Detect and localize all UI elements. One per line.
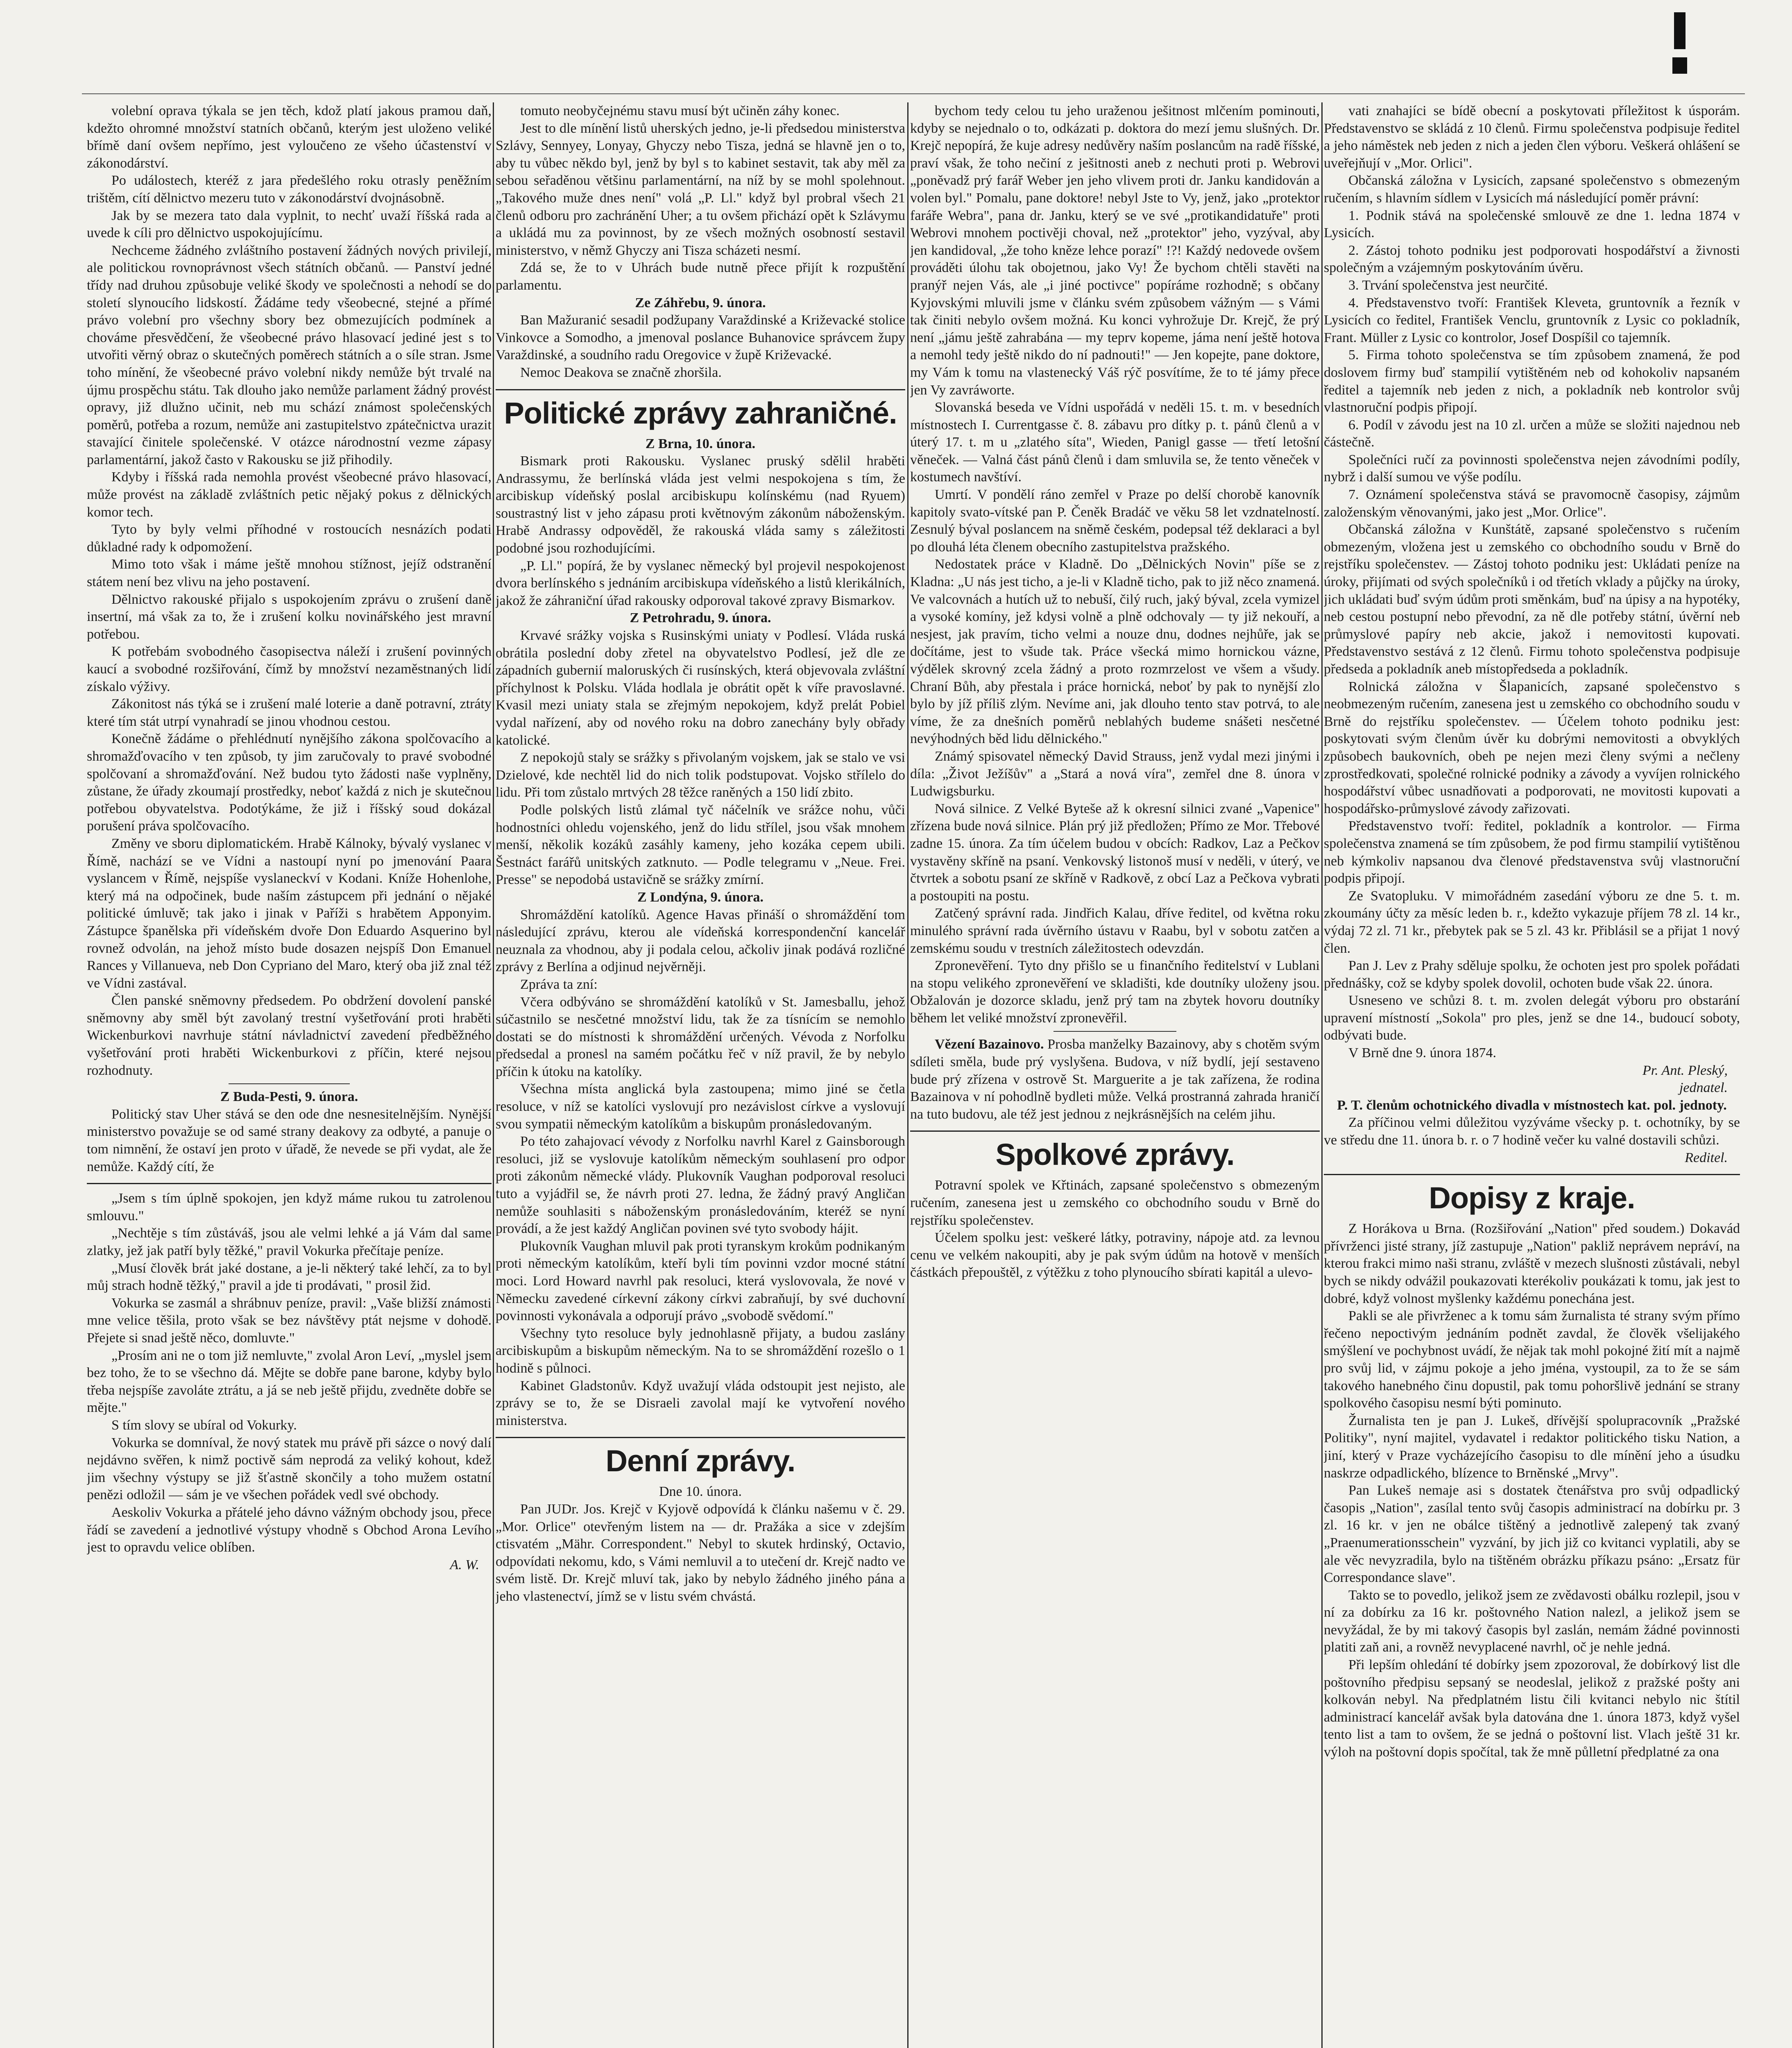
article-body: Prosba manželky Bazainovy, aby s chotěm svým sdíleti směla, bude prý vyslyšena. Budova, v níž bydlí, její sestaveno bude prý zřízena v ostrově St. Marguerite a je tak zařízena, že rodina Bazainova v ní pohodlně bydleti může. Velká prostranná zahrada hraničí na tuto budovu, ale též jest jednou z nejkrásnějších na celém jihu.: [910, 1037, 1320, 1122]
list-item: 1. Podnik stává na společenské smlouvě ze dne 1. ledna 1874 v Lysicích.: [1324, 208, 1740, 241]
article-paragraph: Kabinet Gladstonův. Když uvažují vláda odstoupit jest nejisto, ale zprávy se to, že se Disraeli zavolal mají ke vytvoření nového ministerstva.: [496, 1378, 905, 1428]
article-title: Vězení Bazainovo.: [935, 1037, 1044, 1052]
article-paragraph: Pakli se ale přivrženec a k tomu sám žurnalista té strany svým přímo řečeno nepoctivým jednáním podnět zavdal, že člověk všelijakého smýšlení ve pochybnost uvádí, že nějak tak mohl pokojné žití mít a najmě pro svůj lid, v zájmu pokoje a jeho jména, vystoupil, za to že se sám takového hanebného činu dopustil, pak tomu pohoršlivě jednání se strany spolkového časopisu nesmí býti pominuto.: [1324, 1308, 1740, 1411]
article-paragraph: Nedostatek práce v Kladně. Do „Dělnických Novin" píše se z Kladna: „U nás jest ticho, a je-li v Kladně ticho, pak to již něco znamená. Ve valcovnách a hutích už to nebuší, čilý ruch, jaký býval, zcela vymizel a vysoké komíny, jež kdysi volně a plně odchovaly — ty již nekouří, a nesjest, jak pravím, ticho velmi a nouze dnu, dodnes nejhůře, jak se dočítáme, jest to všude tak. Práce všecká mimo hornickou vázne, výdělek skrovný zcela žádný a proto rozmrzelost ve všem a všudy. Chraní Bůh, aby přestala i práce hornická, neboť by pak to nynější zlo bylo by jíž příliš zlým. Nevíme ani, jak dlouho tento stav potrvá, to ale víme, že za dnešních poměrů neblahých budeme snášeti nesčetné nevýhodných běd lidu dělnického.": [910, 557, 1320, 747]
article-paragraph: Krvavé srážky vojska s Rusinskými uniaty v Podlesí. Vláda ruská obrátila poslední doby zřetel na obyvatelstvo Podlesí, jež dle ze západních gubernií maloruských či rusínských, která objevovala zvláštní příchylnost k Polsku. Vláda hodlala je obrátit opět k víře pravoslavné. Kvasil mezi uniaty stala se zřejmým nepokojem, když prelát Pobiel vydal nařízení, aby od nového roku na dobro zanechány byly obřady katolické.: [496, 628, 905, 748]
list-item: 4. Představenstvo tvoří: František Kleveta, gruntovník a řezník v Lysicích co ředitel, František Venclu, gruntovník z Lysic co pokladník, Frant. Müller z Lysic co kontrolor, Josef Dospíšil co tajemník.: [1324, 295, 1740, 345]
dateline: Ze Záhřebu, 9. února.: [635, 295, 766, 310]
feuilleton-paragraph: Vokurka se domníval, že nový statek mu právě při sázce o nový dalí nejdávno svěřen, k nimž poctivě sám neprodá za veliký kohout, kdež jim všechny výstupy se již šťastně skončily a toho mužem ostatní penězi odložil — sám je ve všechen pořádek vedl své obchody.: [87, 1435, 492, 1503]
article-paragraph: Z Horákova u Brna. (Rozšiřování „Nation" před soudem.) Dokavád přívrženci jisté strany, jíž zastupuje „Nation" pakliž neprávem nepráví, na kterou frakci mimo naši stranu, zvláště v mezech slušnosti zůstávali, nebyl bych se nikdy odvážil poukazovati kterékoliv poukázati k tomu, jak jest to dobré, když volnost myšlenky každému ponechána jest.: [1324, 1221, 1740, 1306]
article-paragraph: Pan JUDr. Jos. Krejč v Kyjově odpovídá k článku našemu v č. 29. „Mor. Orlice" otevřeným listem na — dr. Pražáka a sice v zdejším ctisvatém „Mähr. Correspondent." Nebyl to skutek hrdinský, Octavio, odpovídati nekomu, kdo, s Vámi nemluvil a to utečení dr. Krejč nadto ve svém listě. Dr. Krejč mluví tak, jako by nebylo žádného jiného pána a jeho vlastenectví, jímž se v listu svém chvástá.: [496, 1501, 905, 1604]
dateline: Z Londýna, 9. února.: [637, 889, 763, 905]
article-paragraph: Známý spisovatel německý David Strauss, jenž vydal mezi jinými i díla: „Život Ježíšův" a „Stará a nová víra", zemřel dne 8. února v Ludwigsburku.: [910, 748, 1320, 799]
column-rule: [907, 102, 908, 2048]
divider: [1053, 1031, 1176, 1032]
column-rule: [1321, 102, 1323, 2048]
article-paragraph: Zatčený správní rada. Jindřich Kalau, dříve ředitel, od května roku minulého správní rada úvěrního ústavu v Raabu, byl v sobotu zatčen a zemskému soudu v trestních záležitostech odevzdán.: [910, 906, 1320, 956]
dateline: Z Brna, 10. února.: [645, 436, 756, 451]
column-3: [910, 102, 1320, 2048]
article-paragraph: Představenstvo tvoří: ředitel, pokladník a kontrolor. — Firma společenstva znamená se tím způsobem, že pod firmu stampilií vytištěnou neb kýmkoliv napsanou dva členové představenstva svůj vlastnoruční podpis připojí.: [1324, 818, 1740, 886]
dateline: Dne 10. února.: [659, 1484, 742, 1500]
article-paragraph: Žurnalista ten je pan J. Lukeš, dřívější spolupracovník „Pražské Politiky", nyní majitel, vydavatel i redaktor politického tisku Nation, a jiní, který v Praze vycházejícího časopisu to dle mínění jeho a úsudku naskrze odpadlického, blízence to Brněnské „Mrvy".: [1324, 1413, 1740, 1481]
article-paragraph: Zpronevěření. Tyto dny přišlo se u finančního ředitelství v Lublani na stopu velikého zpronevěření ve skladišti, kde doutníky uloženy jsou. Obžalován je dozorce skladu, jenž prý tam na zbytek hovoru doutníky během let veliké množství zpronevěřil.: [910, 958, 1320, 1026]
article-paragraph: Jak by se mezera tato dala vyplnit, to nechť uvaží říšská rada a uvede k cíli pro dělnictvo uspokojujícímu.: [87, 208, 492, 241]
article-paragraph: Konečně žádáme o přehlédnutí nynějšího zákona spolčovacího a shromažďovacího v ten způsob, ty jim zaručovaly to pravé svobodné spolčovaní a shromažďování. Než budou tyto žádosti naše vyplněny, zůstane, že úřady zkoumají prostředky, neboť každá z nich je skutečnou potřebou obyvatelstva. Podotýkáme, že již i říšský soud dokázal porušení práva spolčovacího.: [87, 731, 492, 834]
section-divider: [496, 1437, 905, 1438]
article-paragraph: Zákonitost nás týká se i zrušení malé loterie a daně potravní, ztráty které tím stát utrpí vynahradí se jinou vhodnou cestou.: [87, 696, 492, 729]
article-paragraph: Slovanská beseda ve Vídni uspořádá v neděli 15. t. m. v besedních místnostech I. Currentgasse č. 8. zábavu pro dítky p. t. pánů členů a v úterý 17. t. m u „zlatého síta", Wieden, Panigl gasse — třetí letošní věneček. — Valná část pánů členů i dam smluvila se, že tento věneček v kostumech navštíví.: [910, 400, 1320, 485]
article-paragraph: Z nepokojů staly se srážky s přivolaným vojskem, jak se stalo ve vsi Dzielové, kde nechtěl lid do nich tolik podstupovat. Vojsko střílelo do lidu. Při tom zůstalo mrtvých 28 těžce raněných a 150 lidí zbito.: [496, 750, 905, 800]
article-paragraph: tomuto neobyčejnému stavu musí být učiněn záhy konec.: [520, 103, 840, 118]
article-paragraph: Zdá se, že to v Uhrách bude nutně přece přijít k rozpuštění parlamentu.: [496, 260, 905, 293]
divider: [229, 1083, 350, 1084]
feuilleton-paragraph: „Nechtěje s tím zůstáváš, jsou ale velmi lehké a já Vám dal same zlatky, jež jak patří byly těžké," pravil Vokurka přečítaje peníze.: [87, 1226, 492, 1258]
article-paragraph: Po událostech, kteréž z jara předešlého roku otrasly peněžním trištěm, cítí dělnictvo mezeru tuto v zákonodárství dvojnásobně.: [87, 173, 492, 206]
article-paragraph: Nová silnice. Z Velké Byteše až k okresní silnici zvané „Vapenice" zřízena bude nová silnice. Plán prý již předložen; Přímo ze Mor. Třebové zadne 15. února. Za tím účelem budou v obcích: Radkov, Laz a Pečkov vystavěny skříně na psaní. Venkovský listonoš musí v neděli, v úterý, ve čtvrtek a sobotu psaní ze skříně v Radkově, z obcí Laz a Pečkova vybrati a postoupiti na postu.: [910, 801, 1320, 904]
article-paragraph: Občanská záložna v Kunštátě, zapsané společenstvo s ručením obmezeným, vložena jest u zemského co obchodního soudu v Brně do rejstříku společenstev. — Zástoj tohoto podniku jest: Ukládati peníze na úroky, přijímati od svých společníků i od třetích vklady a půjčky na úroky, jich ukládati buď svým údům proti směnkám, buď na úpisy a na hypotéky, neb cestou postupní nebo převodní, za ně dle potřeby státní, úvěrní neb průmyslové papíry neb akcie, jakož i nemovitosti kupovati. Představenstvo sestává z 12 členů. Firmu tohoto společenstva podpisuje předseda a pokladník aneb místopředseda a pokladník.: [1324, 522, 1740, 677]
article-paragraph: Včera odbýváno se shromáždění katolíků v St. Jamesballu, jehož súčastnilo se nesčetné množství lidu, tak že za tísnícím se nemohlo dostati se do místnosti k shromáždění určených. Vévoda z Norfolku předsedal a pronesl na samém počátku řeč v níž pravil, že by nebylo příčin k útoku na katolíky.: [496, 994, 905, 1079]
column-2: [496, 102, 905, 2048]
article-paragraph: Pan J. Lev z Prahy sděluje spolku, že ochoten jest pro spolek pořádati přednášky, což se kdyby spolek dovolil, ochoten bude však 22. února.: [1324, 958, 1740, 991]
list-item: 2. Zástoj tohoto podniku jest podporovati hospodářství a živnosti společným a vzájemným poskytováním úvěru.: [1324, 242, 1740, 276]
article-paragraph: Ban Mažuranić sesadil podžupany Varaždinské a Križevacké stolice Vinkovce a Somodho, a jmenoval poslance Buhanovice správcem župy Varaždinské, a soudního radu Oregovice v župě Križevacké.: [496, 313, 905, 363]
article-paragraph: Dělnictvo rakouské přijalo s uspokojením zprávu o zrušení daně insertní, má však za to, že i zrušení kolku novinářského jest mravní potřebou.: [87, 591, 492, 642]
article-paragraph: Ze Svatopluku. V mimořádném zasedání výboru ze dne 5. t. m. zkoumány účty za měsíc leden b. r., kdežto vykazuje příjem 78 zl. 14 kr., výdaj 72 zl. 71 kr., přebytek pak se 5 zl. 43 kr. Přiblásil se a přijat 1 nový člen.: [1324, 888, 1740, 956]
article-paragraph: Umrtí. V pondělí ráno zemřel v Praze po delší chorobě kanovník kapitoly svato-vítské pan P. Čeněk Bradáč ve věku 58 let vzdnatelností. Zesnulý býval poslancem na sněmě českém, podepsal též deklaraci a byl po dlouhá léta členem obecního zastupitelstva pražského.: [910, 487, 1320, 555]
article-paragraph: Potravní spolek ve Křtinách, zapsané společenstvo s obmezeným ručením, zanesena jest u zemského co obchodního soudu v Brně do rejstříku společenstev.: [910, 1178, 1320, 1228]
column-1: [87, 102, 492, 2048]
article-paragraph: Občanská záložna v Lysicích, zapsané společenstvo s obmezeným ručením, s hlavním sídlem v Lysicích má následující poměr právní:: [1324, 173, 1740, 206]
article-paragraph: Plukovník Vaughan mluvil pak proti tyranskym krokům podnikaným proti německým katolíkům, kteří byli tím povinni vzdor mocné státní moci. Lord Howard navrhl pak resoluci, která vyslovovala, že nové v Německu zavedené církevní zákony církvi zabraňují, by své duchovní povinnosti vykonávala a odporují právo „svobodě svědomí.": [496, 1238, 905, 1324]
signature-name: Pr. Ant. Pleský,: [1642, 1063, 1728, 1078]
author-signature: A. W.: [450, 1557, 479, 1572]
article-paragraph: Všechna místa anglická byla zastoupena; mimo jiné se četla resoluce, v níž se katolíci vyslovují pro nezávislost církve a vyslovují svou sympatii německým katolíkům a biskupům pronásledovaným.: [496, 1081, 905, 1132]
section-heading: Denní zprávy.: [605, 1444, 795, 1478]
article-paragraph: Kdyby i říšská rada nemohla provést všeobecné právo hlasovací, může provést na základě zvláštních petic nějaký pokus z dělnických komor tech.: [87, 469, 492, 520]
feuilleton-paragraph: S tím slovy se ubíral od Vokurky.: [111, 1417, 297, 1433]
article-paragraph: Rolnická záložna v Šlapanicích, zapsané společenstvo s neobmezeným ručením, zanesena jest u zemského co obchodního soudu v Brně do rejstříku společenstev. — Účelem tohoto podniku jest: poskytovati svým členům úvěr ku dobrými nemovitosti a obvyklých způsobech baukovních, obeh pe nejen mezi členy svými a nečleny zprostředkovati, společné rolnické podniky a závody a vyvíjen rolnického hospodářství vůbec usnadňovati a podporovati, ne movitosti kupovati a hospodářsko-průmyslové závody zařizovati.: [1324, 679, 1740, 816]
article-paragraph: K potřebám svobodného časopisectva náleží i zrušení povinných kaucí a svobodné rozšiřování, čímž by množství nezaměstnaných lidí získalo výživy.: [87, 644, 492, 694]
feuilleton-paragraph: Aeskoliv Vokurka a přátelé jeho dávno vážným obchody jsou, přece řádí se zavedení a jednotlivé výstupy vhodně s Obchod Arona Levího jest to opravdu velice oblíben.: [87, 1504, 492, 1555]
dateline: Z Petrohradu, 9. února.: [630, 610, 771, 626]
feuilleton-paragraph: „Jsem s tím úplně spokojen, jen když máme rukou tu zatrolenou smlouvu.": [87, 1191, 492, 1223]
list-item: 3. Trvání společenstva jest neurčité.: [1348, 277, 1548, 293]
scan-registration-mark: [1674, 12, 1686, 49]
article-paragraph: Člen panské sněmovny předsedem. Po obdržení dovolení panské sněmovny aby směl být zavolaný trestní vyšetřování proti hraběti Wickenburkovi navrhuje státní návladnictví zavedení předběžného vyšetřování proti hraběti Wickenburkovi z příčin, které nejsou rozhodnuty.: [87, 993, 492, 1078]
article-paragraph: Podle polských listů zlámal tyč náčelník ve srážce nohu, vůči hodnostníci ohledu vojenského, jenž do lidu střílel, jsou však mnohem menší, několik kozáků zasáhly kameny, jeho kozáka cepem ubili. Šestnáct farářů unitských zatknuto. — Podle telegramu v „Neue. Frei. Presse" se nepodobá ustavičně se srážky zmírní.: [496, 802, 905, 888]
feuilleton-paragraph: Vokurka se zasmál a shrábnuv peníze, pravil: „Vaše bližší známosti mne velice těšila, proto však se bez návštěvy ptát nejsme v dohodě. Přejete si snad ještě něco, domluvte.": [87, 1295, 492, 1346]
article-paragraph: Nechceme žádného zvláštního postavení žádných nových privilejí, ale politickou rovnoprávnost všech státních občanů. — Panství jedné třídy nad druhou způsobuje veliké škody ve společnosti a nehodí se do století slynoucího lidskostí. Žádáme tedy všeobecné, stejné a přímé právo volební pro všechny sbory bez obmezujících podmínek a chováme přesvědčení, že všeobecné právo hlasovací jediné jest s to utvořiti věrný obraz o skutečných poměrech státních a o síle stran. Jsme toho mínění, že všeobecné právo volební nikdy nemůže být trvalé na újmu prospěchu státu. Tak dlouho jako nemůže parlament žádný provést opravy, již dlužno učinit, neb mu schází známost společenských poměrů, potřeba a rozum, nemůže ani zastupitelstvo zpátečnictva urazit stavající činitele společenské. V otázce národnostní vezme zápasy parlamentární, jakož často v Rakousku se již přihodily.: [87, 242, 492, 467]
signature-role: Reditel.: [1685, 1150, 1728, 1165]
article-paragraph: Za příčinou velmi důležitou vyzýváme všecky p. t. ochotníky, by se ve středu dne 11. února b. r. o 7 hodině večer ku valné dostavili schůzi.: [1324, 1115, 1740, 1148]
article-paragraph: Tyto by byly velmi příhodné v rostoucích nesnázích podati důkladné rady k odpomožení.: [87, 522, 492, 555]
article-paragraph: Bismark proti Rakousku. Vyslanec pruský sdělil hraběti Andrassymu, že berlínská vláda jest velmi nespokojena s tím, že arcibiskup vídeňský poslal arcibiskupu kolínskému (nad Ryuem) soustrastný list v jeho zápasu proti květnovým zákonům náboženským. Hrabě Andrassy odpověděl, že rakouská vláda samy s záležitosti podobné jsou rozhodujícími.: [496, 453, 905, 556]
article-paragraph: Mimo toto však i máme ještě mnohou stížnost, jejíž odstranění státem není bez vlivu na jeho postavení.: [87, 557, 492, 590]
section-divider: [496, 389, 905, 390]
column-rule: [493, 102, 494, 2048]
article-paragraph: Po této zahajovací vévody z Norfolku navrhl Karel z Gainsborough resoluci, již se vyslovuje katolíkům německým souhlasení pro odpor proti zákonům německé vlády. Plukovník Vaughan podporoval resoluci tuto a vyjádřil se, že návrh proti 27. ledna, že žádný pravý Angličan nemůže souhlasiti s náboženským pronásledováním, kteréž se nyní provádí, a že jest každý Angličan povinen své tyto svobody hájit.: [496, 1134, 905, 1237]
signature-role: jednatel.: [1679, 1080, 1728, 1096]
section-heading: Dopisy z kraje.: [1429, 1181, 1635, 1215]
list-item: 5. Firma tohoto společenstva se tím způsobem znamená, že pod doslovem firmy buď stampilií vytištěném neb od kohokoliv napsaném ředitel a tajemník neb jeden z nich, a pokladník neb kontrolor svůj vlastnoruční podpis připojí.: [1324, 347, 1740, 415]
article-paragraph: Společníci ručí za povinnosti společenstva nejen závodními podíly, nybrž i další sumou ve výše podílu.: [1324, 452, 1740, 485]
article-paragraph: Změny ve sboru diplomatickém. Hrabě Kálnoky, bývalý vyslanec v Římě, nachází se ve Vídni a nastoupí nyní po jmenování Paara vyslancem v Římě, nejspíše vyslaneckví v Kodani. Kníže Hohenlohe, který má na odpočinek, bude naším zástupcem při jednání o nějaké politické úmluvě; tak jako i jinak v Paříži s hrabětem Apponyim. Zástupce španělska při vídeňském dvoře Don Eduardo Asquerino byl rovnež odvolán, na jehož místo bude dosazen nejspíš Don Emanuel Rances y Villanueva, neb Don Cypriano del Maro, který oba již znal též ve Vídni zastával.: [87, 836, 492, 991]
list-item: 7. Oznámení společenstva stává se pravomocně časopisy, zájmům založenským věnovanými, jako jest „Mor. Orlice".: [1324, 487, 1740, 520]
notice-heading: P. T. členům ochotnického divadla v místnostech kat. pol. jednoty.: [1337, 1097, 1727, 1113]
section-heading: Politické zprávy zahraničné.: [504, 396, 897, 430]
article-paragraph: [910, 1036, 1320, 1123]
article-paragraph: V Brně dne 9. února 1874.: [1348, 1045, 1497, 1061]
article-paragraph: Účelem spolku jest: veškeré látky, potraviny, nápoje atd. za levnou cenu ve velkém nakoupiti, aby je pak svým údům na hotově v menších částkách přepouštěl, z výtěžku z toho plynoucího sbírati kapitál a ulevo-: [910, 1230, 1320, 1280]
section-divider: [1324, 1174, 1740, 1175]
article-paragraph: Při lepším ohledání té dobírky jsem zpozoroval, že dobírkový list dle poštovního předpisu sepsaný se neodeslal, jelikož z pražské pošty ani kolkován nebyl. Na předplatném listu čili kvitanci nebylo nic štítil administrací kancelář avšak byla datována dne 1. února 1873, když vyšel tento list a tam to ovšem, že se jedná o poštovní list. Vlach ještě 31 kr. výloh na poštovní dopis spočítal, tak že mně půlletní předplatné za ona: [1324, 1657, 1740, 1760]
feuilleton-divider: [87, 1183, 492, 1184]
article-paragraph: Politický stav Uher stává se den ode dne nesnesitelnějším. Nynější ministerstvo považuje se od samé strany deakovy za odbyté, a panuje o tom nimnění, že ostaví jen proto v úřadě, že nevede se při vydat, ale že nemůže. Každý cítí, že: [87, 1106, 492, 1174]
list-item: 6. Podíl v závodu jest na 10 zl. určen a může se složiti najednou neb částečně.: [1324, 417, 1740, 450]
page-top-rule: [82, 93, 1745, 94]
article-paragraph: bychom tedy celou tu jeho uraženou ješitnost mlčením pominouti, kdyby se nejednalo o to, odkázati p. doktora do mezí jemu slušných. Dr. Krejč nepopírá, že kuje adresy nedůvěry naším poslancům na radě říšské, praví však, že toho nečiní z ješitnosti aneb z nechuti proti p. Webrovi „poněvadž prý farář Weber jen jeho vlivem proti dr. Janku kandidován a volen byl." Pomalu, pane doktore! nebyl Jste to Vy, jenž, jako „protektor faráře Webra", pana dr. Janku, který se ve své „protikandidatuře" proti Webrovi mnohem poctivěji choval, než „protektor" jeho, vyzýval, aby jen kandidoval, „že toho kněze lehce porazí" !?! Každý nedovede ovšem prováděti úlohu tak obojetnou, jako Vy! Že bychom chtěli stavěti na pranýř nejen Vás, ale „i jiné poctivce" popíráme rozhodně; s občany Kyjovskými mluvili jsme v článku svém způsobem vážným — s Vámi tak činiti nebylo ovšem možná. Ku konci vyhrožuje Dr. Krejč, že prý není „jámu ještě zahrabána — my teprv kopeme, jáma není ještě hotova a nemohl tedy ještě nikdo do ní padnouti!" — Jen kopejte, pane doktore, my Vám k tomu na vlastenecký Váš rýč posvítíme, že to té jámy přece jen Vy zavráworte.: [910, 103, 1320, 398]
article-paragraph: Jest to dle mínění listů uherských jedno, je-li předsedou ministerstva Szlávy, Sennyey, Lonyay, Ghyczy nebo Tisza, jedná se hlavně jen o to, aby tu vůbec někdo byl, jenž by byl s to kabinet sestavit, tak aby měl za sebou seřaděnou většinu parlamentární, na níž by se mohl spolehnout. „Takového muže dnes není" volá „P. Ll." když byl probral všech 21 členů odboru pro zachránění Uher; a tu ovšem přichází opět k Szlávymu a ukládá mu za povinnost, by ze všech možných osobností sestavil ministerstvo, v němž Ghyczy ani Tisza scházeti nesmí.: [496, 120, 905, 258]
section-heading: Spolkové zprávy.: [995, 1137, 1235, 1172]
dateline: Z Buda-Pesti, 9. února.: [220, 1089, 358, 1105]
article-paragraph: volební oprava týkala se jen těch, kdož platí jakous pramou daň, kdežto ohromné množství statních občanů, kterým jest uloženo veliké břímě daní ovšem nepřímo, jest vyloučeno ze všeho účastenství v zákonodárství.: [87, 103, 492, 171]
scan-registration-mark-small: [1672, 57, 1687, 74]
article-paragraph: Zpráva ta zní:: [520, 976, 598, 992]
article-paragraph: Pan Lukeš nemaje asi s dostatek čtenářstva pro svůj odpadlický časopis „Nation", zasílal tento svůj časopis administrací na dobírku pr. 3 zl. 16 kr. v jen ne obálce tištěný a jednotlivě zalepený tak zvaný „Praenumerationsschein" vyzvání, by jich již co kvitanci vyplatili, aby se ale věc nevyzradila, bylo na tištěném obrázku příkazu psáno: „Ersatz für Correspondance slave".: [1324, 1483, 1740, 1586]
column-4: [1324, 102, 1740, 2048]
article-paragraph: „P. Ll." popírá, že by vyslanec německý byl projevil nespokojenost dvora berlínského s jednáním arcibiskupa vídeňského a listů klerikálních, jakož že záhraniční úřad rakousky odporoval takové zpravy Bismarkov.: [496, 558, 905, 608]
article-paragraph: Nemoc Deakova se značně zhoršila.: [520, 365, 722, 380]
section-divider: [910, 1130, 1320, 1132]
article-paragraph: Shromáždění katolíků. Agence Havas přináší o shromáždění tom následující zprávu, kterou ale vídeňská korrespondenční kancelář neuznala za vhodnou, aby ji podala celou, ačkoliv jinak podává rozličné zprávy z Berlína a odjinud nejvěrněji.: [496, 907, 905, 975]
article-paragraph: Takto se to povedlo, jelikož jsem ze zvědavosti obálku rozlepil, jsou v ní za dobírku za 16 kr. poštovného Nation nalezl, a jelikož jsem se nevyžádal, že by mi takový časopis byl zaslán, nemám žádné povinnosti platiti zaň ani, a rovněž nevyplacené navrhl, oč je nehle jedná.: [1324, 1587, 1740, 1655]
feuilleton-paragraph: „Musí člověk brát jaké dostane, a je-li některý také lehčí, za to byl můj strach hodně těžký," pravil a jde ti prodávati, " prosil žid.: [87, 1260, 492, 1294]
article-paragraph: Usneseno ve schůzi 8. t. m. zvolen delegát výboru pro obstarání upravení místností „Sokola" pro ples, jenž se dne 14., budoucí soboty, odbývati bude.: [1324, 993, 1740, 1043]
article-paragraph: Všechny tyto resoluce byly jednohlasně přijaty, a budou zaslány arcibiskupům a biskupům německým. Na to se shromáždění rozešlo o 1 hodině s půlnoci.: [496, 1325, 905, 1376]
article-paragraph: vati znahajíci se bídě obecní a poskytovati příležitost k úsporám. Představenstvo se skládá z 10 členů. Firmu společenstva podpisuje ředitel a jeho náměstek neb jeden z nich a jeden člen výboru. Veškerá ohlášení se uveřejňují v „Mor. Orlici".: [1324, 103, 1740, 171]
feuilleton-paragraph: „Prosím ani ne o tom již nemluvte," zvolal Aron Leví, „myslel jsem bez toho, že to se všechno dá. Mějte se dobře pane barone, kdyby bylo třeba nejspíše zavoláte ztrátu, a já se neb ještě přijdu, zvedněte dobře se mějte.": [87, 1348, 492, 1416]
